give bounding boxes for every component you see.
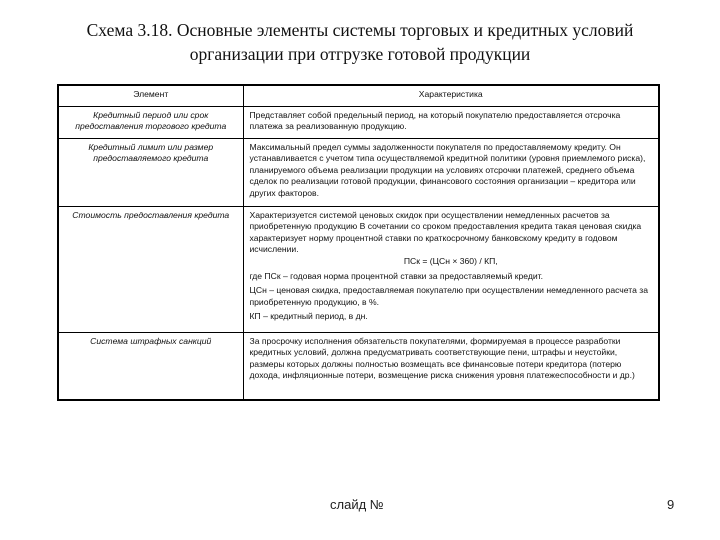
characteristic-cell <box>243 138 659 206</box>
formula-legend-kp: КП – кредитный период, в дн. <box>249 311 368 322</box>
interest-rate-formula: ПСк = (ЦСн × 360) / КП, <box>403 255 498 266</box>
characteristic-text: За просрочку исполнения обязательств покупателями, формируемая в процессе разработки кредитных условий, должна предусматривать соответствующие пени, штрафы и неустойки, размеры которых должны полностью возмещать все финансовые потери кредитора (потерю дохода, инфляционные потери, возмещение риска снижения уровня платежеспособности и др.) <box>249 335 635 381</box>
element-cell: Система штрафных санкций <box>58 332 243 400</box>
element-cell: Стоимость предоставления кредита <box>58 206 243 332</box>
column-header-characteristic: Характеристика <box>243 85 659 106</box>
characteristic-text: Максимальный предел суммы задолженности покупателя по предоставляемому кредиту. Он устанавливается с учетом типа осуществляемой кредитной политики (уровня приемлемого риска), планируемого объема реализации продукции на условиях отсрочки платежей, среднего объема сделок по реализации готовой продукции, финансового состояния организации – кредитора или других факторов. <box>249 141 646 198</box>
characteristic-text: Представляет собой предельный период, на который покупателю предоставляется отсрочка платежа за реализованную продукцию. <box>249 109 621 132</box>
characteristic-cell <box>243 332 659 400</box>
slide-title-line-2: организации при отгрузке готовой продукции <box>189 44 531 64</box>
element-cell: Кредитный лимит или размер предоставляемого кредита <box>58 138 243 206</box>
slide-title <box>40 18 680 66</box>
formula-legend-tsn: ЦСн – ценовая скидка, предоставляемая покупателю при осуществлении немедленного расчета за приобретенную продукцию, в %. <box>249 285 648 307</box>
column-header-element: Элемент <box>58 85 243 106</box>
table-row <box>58 138 659 206</box>
credit-terms-table <box>57 84 660 401</box>
table-row <box>58 332 659 400</box>
element-cell: Кредитный период или срок предоставления торгового кредита <box>58 106 243 138</box>
characteristic-cell <box>243 106 659 138</box>
table-header-row <box>58 85 659 106</box>
formula-legend-psk: где ПСк – годовая норма процентной ставки за предоставляемый кредит. <box>249 270 544 281</box>
characteristic-cell <box>243 206 659 332</box>
characteristic-text: Характеризуется системой ценовых скидок при осуществлении немедленных расчетов за приобретенную продукцию В сочетании со сроком предоставления кредита такая ценовая скидка характеризует норму процентной ставки по краткосрочному банковскому кредиту в годовом исчислении. <box>249 209 642 255</box>
slide-number-label: слайд № <box>330 497 384 512</box>
table-row <box>58 106 659 138</box>
table-row <box>58 206 659 332</box>
slide-number: 9 <box>667 497 675 512</box>
slide-title-line-1: Схема 3.18. Основные элементы системы торговых и кредитных условий <box>86 20 634 40</box>
